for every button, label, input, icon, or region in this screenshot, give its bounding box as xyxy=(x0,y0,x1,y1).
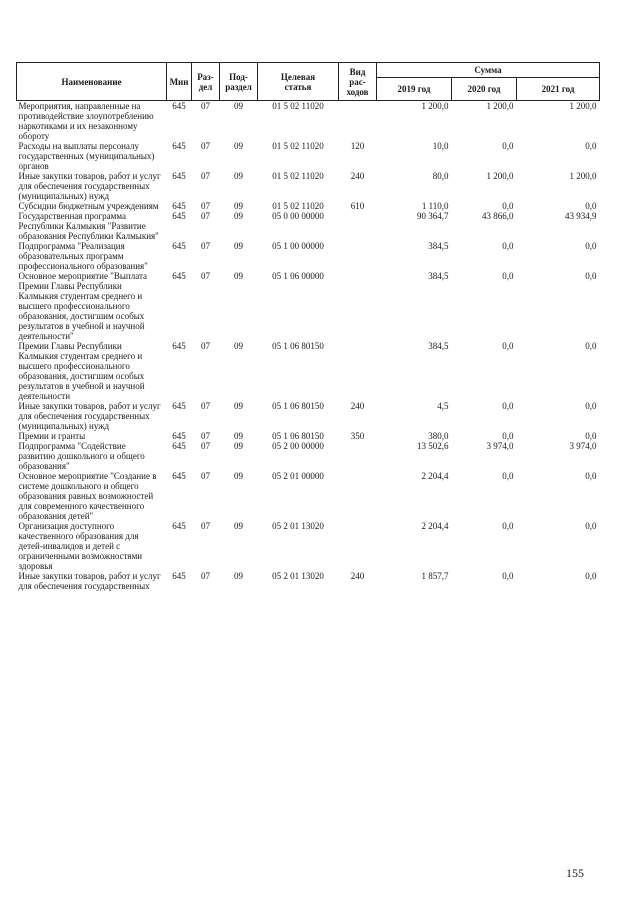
row-vid: 240 xyxy=(350,171,365,181)
table-row xyxy=(17,101,600,142)
header-min: Мин xyxy=(167,63,192,101)
row-vid xyxy=(339,211,377,241)
row-sum-2019: 13 502,6 xyxy=(417,441,449,451)
row-sum-2021: 0,0 xyxy=(585,271,597,281)
row-min: 645 xyxy=(172,441,186,451)
row-podrazdel: 09 xyxy=(234,431,243,441)
row-min: 645 xyxy=(172,271,186,281)
row-target: 01 5 02 11020 xyxy=(272,101,324,111)
row-podrazdel: 09 xyxy=(234,441,243,451)
row-razdel: 07 xyxy=(201,201,210,211)
row-sum-2019: 2 204,4 xyxy=(421,521,449,531)
table-row xyxy=(17,211,600,241)
row-target: 05 1 06 80150 xyxy=(272,341,324,351)
row-sum-2021: 0,0 xyxy=(585,241,597,251)
table-row xyxy=(17,471,600,521)
row-target: 05 2 01 00000 xyxy=(272,471,324,481)
row-podrazdel: 09 xyxy=(234,211,243,221)
row-sum-2020: 1 200,0 xyxy=(486,171,514,181)
row-name: Государственная программа Республики Калмыкия "Развитие образования Республики Калмыкия" xyxy=(18,211,159,241)
row-podrazdel: 09 xyxy=(234,521,243,531)
row-vid: 350 xyxy=(350,431,365,441)
row-name: Премии Главы Республики Калмыкия студентам среднего и высшего профессионального образования, достигшим особых результатов в учебной и научной деятельности xyxy=(18,341,145,401)
row-name: Основное мероприятие "Создание в системе дошкольного и общего образования равных возможностей для современного качественного образования детей" xyxy=(18,471,157,521)
row-sum-2019: 384,5 xyxy=(428,241,449,251)
row-podrazdel: 09 xyxy=(234,341,243,351)
budget-table xyxy=(16,62,600,591)
row-sum-2019: 80,0 xyxy=(432,171,449,181)
row-razdel: 07 xyxy=(201,171,210,181)
row-vid: 610 xyxy=(350,201,365,211)
row-razdel: 07 xyxy=(201,471,210,481)
row-name: Иные закупки товаров, работ и услуг для обеспечения государственных xyxy=(18,571,161,591)
row-sum-2020: 43 866,0 xyxy=(482,211,514,221)
row-target: 01 5 02 11020 xyxy=(272,171,324,181)
row-sum-2019: 380,0 xyxy=(428,431,449,441)
header-target: Целевая статья xyxy=(258,63,339,101)
row-sum-2020: 0,0 xyxy=(502,201,514,211)
row-razdel: 07 xyxy=(201,521,210,531)
page-number: 155 xyxy=(566,866,584,880)
row-min: 645 xyxy=(172,171,186,181)
row-target: 05 1 06 80150 xyxy=(272,431,324,441)
row-sum-2021: 0,0 xyxy=(585,471,597,481)
row-sum-2019: 1 110,0 xyxy=(421,201,449,211)
row-sum-2020: 0,0 xyxy=(502,271,514,281)
row-target: 05 2 01 13020 xyxy=(272,521,324,531)
table-row xyxy=(17,201,600,211)
row-vid xyxy=(339,521,377,571)
row-razdel: 07 xyxy=(201,431,210,441)
row-min: 645 xyxy=(172,521,186,531)
table-row xyxy=(17,431,600,441)
row-razdel: 07 xyxy=(201,211,210,221)
row-name: Премии и гранты xyxy=(18,431,86,441)
row-podrazdel: 09 xyxy=(234,101,243,111)
row-razdel: 07 xyxy=(201,341,210,351)
table-row xyxy=(17,401,600,431)
row-min: 645 xyxy=(172,341,186,351)
row-vid xyxy=(339,101,377,142)
row-min: 645 xyxy=(172,201,186,211)
row-podrazdel: 09 xyxy=(234,201,243,211)
row-razdel: 07 xyxy=(201,401,210,411)
row-sum-2021: 0,0 xyxy=(585,571,597,581)
row-sum-2019: 4,5 xyxy=(437,401,449,411)
row-target: 05 2 01 13020 xyxy=(272,571,324,581)
row-name: Иные закупки товаров, работ и услуг для обеспечения государственных (муниципальных) нужд xyxy=(18,401,161,431)
header-2020: 2020 год xyxy=(452,78,517,101)
row-name: Подпрограмма "Реализация образовательных программ профессионального образования" xyxy=(18,241,148,271)
row-sum-2020: 0,0 xyxy=(502,141,514,151)
header-2019: 2019 год xyxy=(377,78,452,101)
row-target: 01 5 02 11020 xyxy=(272,201,324,211)
row-podrazdel: 09 xyxy=(234,141,243,151)
row-name: Мероприятия, направленные на противодействие злоупотреблению наркотиками и их незаконному обороту xyxy=(18,101,154,141)
row-podrazdel: 09 xyxy=(234,471,243,481)
row-target: 05 0 00 00000 xyxy=(272,211,324,221)
row-name: Основное мероприятие "Выплата Премии Главы Республики Калмыкия студентам среднего и высшего профессионального образования, достигшим особых результатов в учебной и научной деятельности" xyxy=(18,271,148,341)
row-target: 05 1 06 80150 xyxy=(272,401,324,411)
row-razdel: 07 xyxy=(201,441,210,451)
row-sum-2020: 0,0 xyxy=(502,431,514,441)
row-vid xyxy=(339,241,377,271)
row-min: 645 xyxy=(172,101,186,111)
row-name: Расходы на выплаты персоналу государственных (муниципальных) органов xyxy=(18,141,155,171)
row-razdel: 07 xyxy=(201,101,210,111)
row-sum-2020: 3 974,0 xyxy=(486,441,514,451)
table-row xyxy=(17,141,600,171)
row-sum-2021: 3 974,0 xyxy=(569,441,597,451)
header-vid: Вид рас- ходов xyxy=(339,63,377,101)
row-min: 645 xyxy=(172,211,186,221)
row-sum-2019: 384,5 xyxy=(428,341,449,351)
row-target: 05 2 00 00000 xyxy=(272,441,324,451)
row-min: 645 xyxy=(172,571,186,581)
row-sum-2020: 0,0 xyxy=(502,341,514,351)
row-min: 645 xyxy=(172,471,186,481)
row-target: 05 1 06 00000 xyxy=(272,271,324,281)
row-vid xyxy=(339,341,377,401)
row-sum-2019: 2 204,4 xyxy=(421,471,449,481)
row-sum-2019: 1 857,7 xyxy=(421,571,449,581)
row-sum-2019: 90 364,7 xyxy=(417,211,449,221)
row-sum-2021: 0,0 xyxy=(585,431,597,441)
header-sum: Сумма xyxy=(377,63,600,78)
row-vid: 120 xyxy=(350,141,365,151)
row-sum-2021: 1 200,0 xyxy=(569,171,597,181)
row-sum-2021: 0,0 xyxy=(585,201,597,211)
table-row xyxy=(17,521,600,571)
table-row xyxy=(17,241,600,271)
row-sum-2020: 1 200,0 xyxy=(486,101,514,111)
row-name: Иные закупки товаров, работ и услуг для обеспечения государственных (муниципальных) нужд xyxy=(18,171,161,201)
header-podrazdel: Под- раздел xyxy=(220,63,258,101)
row-sum-2020: 0,0 xyxy=(502,471,514,481)
row-name: Субсидии бюджетным учреждениям xyxy=(18,201,159,211)
row-vid xyxy=(339,271,377,341)
row-sum-2021: 0,0 xyxy=(585,341,597,351)
row-min: 645 xyxy=(172,431,186,441)
row-sum-2021: 0,0 xyxy=(585,141,597,151)
row-sum-2019: 10,0 xyxy=(432,141,449,151)
table-row xyxy=(17,341,600,401)
row-sum-2020: 0,0 xyxy=(502,571,514,581)
row-min: 645 xyxy=(172,401,186,411)
header-2021: 2021 год xyxy=(517,78,600,101)
row-razdel: 07 xyxy=(201,571,210,581)
header-name: Наименование xyxy=(17,63,167,101)
row-target: 01 5 02 11020 xyxy=(272,141,324,151)
row-vid: 240 xyxy=(350,571,365,581)
row-target: 05 1 00 00000 xyxy=(272,241,324,251)
row-podrazdel: 09 xyxy=(234,271,243,281)
row-razdel: 07 xyxy=(201,271,210,281)
table-row xyxy=(17,271,600,341)
table-row xyxy=(17,171,600,201)
row-min: 645 xyxy=(172,241,186,251)
row-sum-2020: 0,0 xyxy=(502,241,514,251)
row-sum-2021: 0,0 xyxy=(585,521,597,531)
row-podrazdel: 09 xyxy=(234,171,243,181)
row-vid xyxy=(339,441,377,471)
row-sum-2021: 1 200,0 xyxy=(569,101,597,111)
row-sum-2021: 0,0 xyxy=(585,401,597,411)
row-podrazdel: 09 xyxy=(234,571,243,581)
row-sum-2021: 43 934,9 xyxy=(565,211,597,221)
row-min: 645 xyxy=(172,141,186,151)
row-podrazdel: 09 xyxy=(234,401,243,411)
row-sum-2019: 1 200,0 xyxy=(421,101,449,111)
row-sum-2020: 0,0 xyxy=(502,401,514,411)
row-name: Подпрограмма "Содействие развитию дошкольного и общего образования" xyxy=(18,441,145,471)
row-podrazdel: 09 xyxy=(234,241,243,251)
row-razdel: 07 xyxy=(201,141,210,151)
header-razdel: Раз- дел xyxy=(192,63,220,101)
table-header xyxy=(17,63,600,101)
row-name: Организация доступного качественного образования для детей-инвалидов и детей с ограниченными возможностями здоровья xyxy=(18,521,143,571)
row-vid xyxy=(339,471,377,521)
row-sum-2020: 0,0 xyxy=(502,521,514,531)
row-vid: 240 xyxy=(350,401,365,411)
table-row xyxy=(17,571,600,591)
table-body xyxy=(17,101,600,592)
table-row xyxy=(17,441,600,471)
row-sum-2019: 384,5 xyxy=(428,271,449,281)
row-razdel: 07 xyxy=(201,241,210,251)
